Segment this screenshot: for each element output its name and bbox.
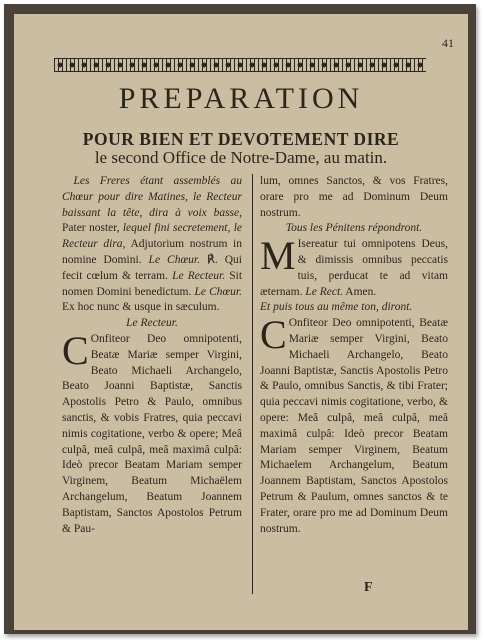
- right-column: [260, 174, 448, 537]
- column-divider: [252, 174, 253, 594]
- misereatur-text: Isereatur tui omnipotens Deus, & dimissis omnibus peccatis tuis, perducat te ad vitam æternam.: [260, 238, 448, 298]
- choir-label-1: Le Chœur.: [148, 253, 200, 266]
- intro-rubric: Les Freres étant assemblés au Chœur pour dire Matines, le Recteur baissant la tête, dira à voix basse,: [62, 175, 242, 219]
- choir-response-1: ℟. Qui fecit cœlum & terram.: [62, 253, 243, 282]
- page-number: 41: [442, 36, 454, 50]
- rector-heading: Le Recteur.: [126, 317, 178, 330]
- book-page: [14, 14, 468, 630]
- confiteor2-text: Onfiteor Deo omnipotenti, Beatæ Mariæ semper Virgini, Beato Michaeli Archangelo, Beato Joanni Baptistæ, Sanctis Apostolis Petro & Paulo, omnibus Sanctis, & tibi Frater; quia peccavi nimis cogitatione, verbo, & opere: Meâ culpâ, meâ culpâ, meâ maximâ culpâ: Ideò precor Beatam Mariam semper Virginem, Beatum Michaelem Archangelum, Beatum Joannem Baptistam, Sanctos Apostolos Petrum & Paulum, omnes sanctos & te Frater, orare pro me ad Dominum Deum nostrum.: [260, 317, 448, 535]
- rector-text-1: Sit nomen Domini benedictum.: [62, 269, 243, 298]
- amen-text: Amen.: [345, 285, 377, 298]
- penitents-rubric: Tous les Pénitens répondront.: [285, 222, 423, 235]
- choir-response-2: Ex hoc nunc & usque in sæculum.: [62, 301, 220, 314]
- rect-label: Le Rect.: [305, 285, 344, 298]
- continuation-text: lum, omnes Sanctos, & vos Fratres, orare pro me ad Dominum Deum nostrum.: [260, 175, 448, 219]
- page-title: PREPARATION: [118, 82, 364, 115]
- rector-label-1: Le Recteur.: [172, 269, 226, 282]
- confiteor-text: Onfiteor Deo omnipotenti, Beatæ Mariæ semper Virgini, Beato Michaeli Archangelo, Beato Joanni Baptistæ, Sanctis Apostolis Petro & Paulo, omnibus sanctis, & vobis Fratres, quia peccavi nimis cogitatione, verbo & opere; Meâ culpâ, meâ culpâ, meâ maximâ culpâ: Ideò precor Beatam Mariam semper Virginem, Beatum Michaëlem Archangelum, Beatum Joannem Baptistam, Sanctos Apostolos Petrum & Pau-: [62, 332, 242, 535]
- left-column: [62, 174, 242, 537]
- drop-capital: C: [260, 316, 287, 358]
- subtitle-line-2: le second Office de Notre-Dame, au matin.: [94, 148, 388, 167]
- page-frame: [4, 4, 476, 634]
- intro-rubric-2: lequel fini secretement, le Recteur dira,: [62, 222, 242, 251]
- then-rubric: Et puis tous au même ton, diront.: [260, 301, 413, 314]
- intro-pater: Pater noster,: [62, 222, 120, 235]
- choir-label-2: Le Chœur.: [194, 285, 243, 298]
- ornamental-border: [54, 58, 426, 72]
- confiteor-paragraph: [62, 332, 242, 537]
- drop-capital: C: [62, 331, 89, 373]
- signature-mark: F: [364, 580, 373, 595]
- intro-paragraph: [62, 174, 242, 316]
- confiteor2-paragraph: [260, 316, 448, 537]
- subtitle-line-1: POUR BIEN ET DEVOTEMENT DIRE: [82, 129, 400, 149]
- drop-capital: M: [260, 237, 296, 279]
- intro-adjutorium: Adjutorium nostrum in nomine Domini.: [62, 238, 242, 266]
- misereatur-paragraph: [260, 237, 448, 300]
